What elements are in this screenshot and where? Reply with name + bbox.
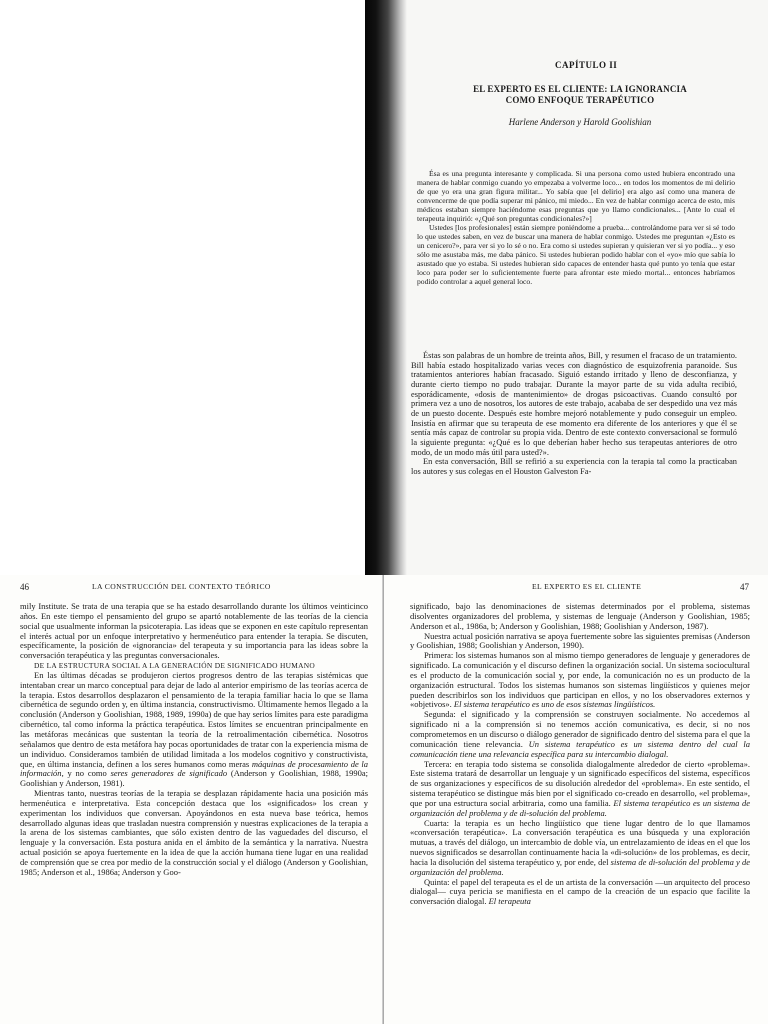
quote-paragraph: Ustedes [los profesionales] están siempre poniéndome a prueba... controlándome para ver si sé todo lo que ustedes saben, en vez de buscar una manera de hablar conmigo. Ustedes me preguntan «¿Esto es un cenicero?», para ver si yo lo sé o no. Era como si ustedes supieran y quisieran ver si yo podía... y eso sólo me asustaba más, me daba pánico. Si ustedes hubieran podido hablar con el «yo» mío que sabía lo asustado que yo estaba. Si ustedes hubieran sido capaces de entender hasta qué punto yo tenía que estar loco para poder ser lo suficientemente fuerte para afrontar este miedo mortal... entonces habríamos podido controlar a aquel general loco. bbox=[417, 223, 735, 286]
body-text bbox=[411, 351, 737, 477]
text-run: Quinta: el papel del terapeuta es el de un artista de la conversación —un arquitecto del proceso dialogal— cuya pericia se manifiesta en el campo de la creación de un espacio que facilite la conversación dialogal. bbox=[410, 876, 750, 907]
italic-text: máquinas de procesamiento de la información bbox=[20, 758, 368, 779]
italic-text: Un sistema terapéutico es un sistema dentro del cual la comunicación tiene una relevancia específica para su intercambio dialogal. bbox=[410, 738, 750, 759]
chapter-title-line: COMO ENFOQUE TERAPÉUTICO bbox=[505, 95, 655, 105]
chapter-authors: Harlene Anderson y Harold Goolishian bbox=[508, 117, 652, 127]
text-run: , y no como bbox=[61, 768, 111, 779]
text-run: En las últimas décadas se produjeron ciertos progresos dentro de las terapias sistémicas que intentaban crear un marco conceptual para dejar de lado al anterior empirismo de las teorías acerca de la terapia. Estos desarrollos desplazaron el pensamiento de la terapia familiar hacia lo que se llama cibernética de segundo orden y, en última instancia, constructivismo. Últimamente hemos llegado a la conclusión (Anderson y Goolishian, 1988, 1989, 1990a) de que hay serios límites para este paradigma cibernético, tal como informa la práctica terapéutica. Estos límites se encuentran principalmente en las metáforas mecánicas que sustentan la teoría de la retroalimentación cibernética. Nosotros señalamos que dentro de esta metáfora hay pocas oportunidades de tratar con la experiencia misma de un individuo. Consideramos también de utilidad limitada a los modelos cognitivo y constructivista, que, en última instancia, definen a los seres humanos como meras bbox=[20, 669, 368, 769]
text-run: Tercera: en terapia todo sistema se consolida dialogalmente alrededor de cierto «problema». Este sistema tratará de desarrollar un lenguaje y un significado específicos del sistema, específicos de sus organizaciones y específicos de su disolución alrededor del «problema». En este sentido, el sistema terapéutico se distingue más bien por el significado co-creado en desarrollo, «el problema», que por una estructura social arbitraria, como una familia. bbox=[410, 758, 750, 808]
body-paragraph: significado, bajo las denominaciones de sistemas determinados por el problema, sistemas disolventes organizadores del problema, y sistemas de lenguaje (Anderson y Goolishian, 1985; Anderson et al., 1986a, b; Anderson y Goolishian, 1988; Goolishian y Anderson, 1987). bbox=[410, 601, 750, 631]
page-46 bbox=[0, 575, 384, 1024]
chapter-title-line: EL EXPERTO ES EL CLIENTE: LA IGNORANCIA bbox=[473, 84, 687, 94]
page-number: 47 bbox=[740, 582, 749, 592]
body-paragraph bbox=[410, 760, 750, 819]
text-run: Cuarta: la terapia es un hecho lingüístico que tiene lugar dentro de lo que llamamos «conversación terapéutica». La conversación terapéutica es una búsqueda y una exploración mutuas, a través del diálogo, un intercambio de doble vía, un entrelazamiento de ideas en el que los nuevos significados se desarrollan continuamente hacia la «di-solución» de los problemas, es decir, hacia la disolución del sistema terapéutico y, por ende, del bbox=[410, 817, 750, 867]
body-paragraph: Mientras tanto, nuestras teorías de la terapia se desplazan rápidamente hacia una posición más hermenéutica e interpretativa. Esta concepción destaca que los «significados» los crean y experimentan los individuos que conversan. Apoyándonos en esta nueva base teórica, hemos desarrollado algunas ideas que trasladan nuestra comprensión y nuestras explicaciones de la terapia a la arena de los sistemas cambiantes, que sólo existen dentro de las vaguedades del discurso, el lenguaje y la conversación. Esta postura anida en el ámbito de la semántica y la narrativa. Nuestra actual posición se apoya fuertemente en la idea de que la acción humana tiene lugar en una realidad de comprensión que se crea por medio de la construcción social y el diálogo (Anderson y Goolishian, 1985; Anderson et al., 1986a; Anderson y Goo- bbox=[20, 788, 368, 877]
body-paragraph bbox=[410, 878, 750, 908]
running-header: EL EXPERTO ES EL CLIENTE bbox=[532, 582, 642, 591]
italic-text: El sistema terapéutico es uno de esos sistemas lingüísticos. bbox=[453, 699, 656, 710]
italic-text: El terapeuta bbox=[488, 896, 531, 907]
body-paragraph bbox=[20, 671, 368, 789]
book-spine-shadow bbox=[365, 0, 407, 575]
body-paragraph: mily Institute. Se trata de una terapia que se ha estado desarrollando durante los últimos veinticinco años. En este tiempo el pensamiento del grupo se apartó notablemente de las teorías de la ciencia social que usualmente informan la psicoterapia. Las ideas que se exponen en este capítulo representan el interés actual por un enfoque interpretativo y hermenéutico para entender la terapia. Se discuten, específicamente, la posición de «ignorancia» del terapeuta y su importancia para las ideas sobre la conversación terapéutica y las preguntas conversacionales. bbox=[20, 601, 368, 661]
body-paragraph: Éstas son palabras de un hombre de treinta años, Bill, y resumen el fracaso de un tratamiento. Bill había estado hospitalizado varias veces con diagnóstico de esquizofrenia paranoide. Sus tratamientos anteriores habían fracasado. Siguió estando irritado y lleno de desconfianza, y durante cierto tiempo no pudo trabajar. Durante la mayor parte de su vida adulta recibió, esporádicamente, «dosis de mantenimiento» de drogas psicoactivas. Cuando consultó por primera vez a uno de nosotros, los autores de este trabajo, acababa de ser despedido una vez más de un puesto docente. Después este hombre mejoró notablemente y pudo conseguir un empleo. Insistía en afirmar que su terapeuta de ese momento era diferente de los anteriores y que él se sentía más capaz de controlar su propia vida. Dentro de este contexto conversacional se formuló la siguiente pregunta: «¿Qué es lo que deberían haber hecho sus terapeutas anteriores de otro modo, de un modo más útil para usted?». bbox=[411, 351, 737, 457]
text-column bbox=[20, 602, 368, 878]
text-run: (Anderson y Goolishian, 1988, 1990a; Goolishian y Anderson, 1981). bbox=[20, 768, 368, 789]
body-paragraph bbox=[410, 651, 750, 710]
running-header: LA CONSTRUCCIÓN DEL CONTEXTO TEÓRICO bbox=[92, 582, 271, 591]
page-47 bbox=[384, 575, 768, 1024]
chapter-number: CAPÍTULO II bbox=[555, 60, 618, 70]
italic-text: seres generadores de significado bbox=[110, 768, 228, 779]
section-heading: DE LA ESTRUCTURA SOCIAL A LA GENERACIÓN DE SIGNIFICADO HUMANO bbox=[34, 661, 316, 671]
text-column bbox=[410, 602, 750, 907]
blank-page-area bbox=[0, 0, 365, 575]
quote-paragraph: Ésa es una pregunta interesante y complicada. Si una persona como usted hubiera encontrado una manera de hablar conmigo cuando yo empezaba a volverme loco... en todos los momentos de mi delirio de que yo era una gran figura militar... Yo sabía que [el delirio] era algo así como una manera de convencerme de que podía superar mi pánico, mi miedo... En vez de hablar conmigo acerca de esto, mis médicos estaban siempre haciéndome esas preguntas que yo llamo condicionales... [Ante lo cual el terapeuta inquirió: «¿Qué son preguntas condicionales?»] bbox=[417, 169, 735, 223]
body-paragraph: Nuestra actual posición narrativa se apoya fuertemente sobre las siguientes premisas (Anderson y Goolishian, 1988; Goolishian y Anderson, 1990). bbox=[410, 630, 750, 651]
body-paragraph: En esta conversación, Bill se refirió a su experiencia con la terapia tal como la practicaban los autores y sus colegas en el Houston Galveston Fa- bbox=[411, 457, 737, 476]
chapter-title bbox=[465, 84, 695, 106]
chapter-opening-page bbox=[365, 0, 768, 575]
italic-text: El sistema terapéutico es un sistema de organización del problema y de di-solución del problema. bbox=[410, 797, 750, 818]
body-paragraph bbox=[410, 819, 750, 878]
body-paragraph bbox=[410, 710, 750, 759]
text-run: Segunda: el significado y la comprensión se construyen socialmente. No accedemos al significado ni a la comprensión si no tenemos acción comunicativa, es decir, si no nos comprometemos en un discurso o diálogo generador de significado dentro del sistema para el que la comunicación tiene relevancia. bbox=[410, 709, 750, 749]
epigraph-quote bbox=[417, 170, 735, 288]
page-number: 46 bbox=[20, 582, 29, 592]
italic-text: sistema de di-solución del problema y de organización del problema. bbox=[410, 856, 750, 877]
text-run: Primera: los sistemas humanos son al mismo tiempo generadores de lenguaje y generadores de significado. La comunicación y el discurso definen la organización social. Un sistema sociocultural es el producto de la comunicación social y, por ende, la comunicación no es un producto de la organización estructural. Todos los sistemas humanos son sistemas lingüísticos y quienes mejor pueden describirlos son los individuos que participan en ellos, y no los observadores externos y «objetivos». bbox=[410, 650, 750, 710]
